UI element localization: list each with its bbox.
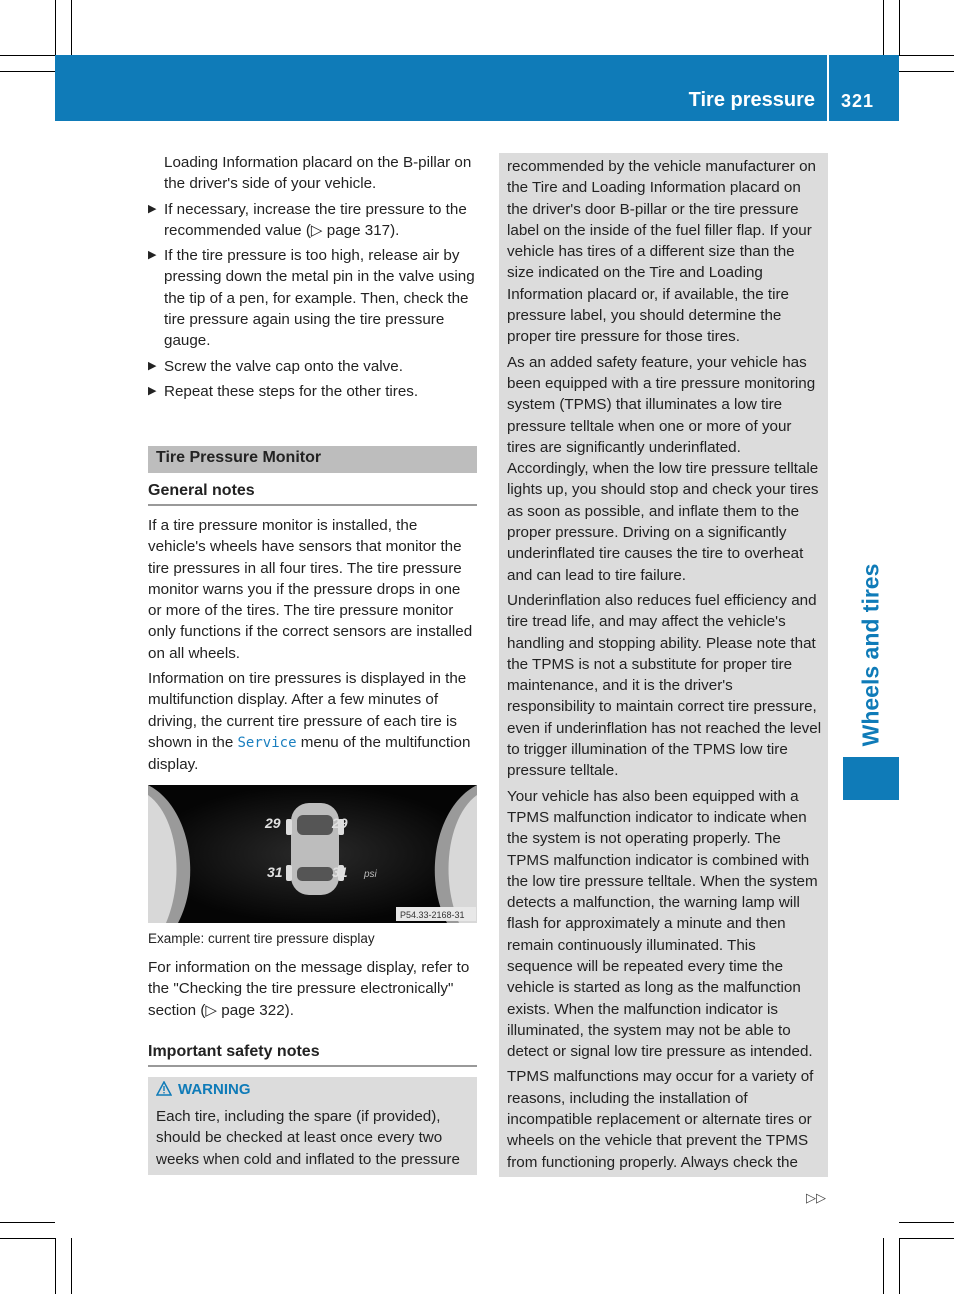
crop-mark — [55, 0, 56, 55]
safety-notes-heading: Important safety notes — [148, 1043, 477, 1067]
rear-right-pressure: 31 — [332, 864, 348, 880]
list-item: ▶ Screw the valve cap onto the valve. — [148, 356, 478, 377]
list-item: ▶ If necessary, increase the tire pressure to the recommended value (▷ page 317). — [148, 200, 467, 239]
crop-mark — [55, 1238, 56, 1294]
crop-mark — [899, 0, 900, 55]
instrument-cluster-illustration — [148, 785, 477, 923]
warning-text: Each tire, including the spare (if provided), should be checked at least once every two weeks when cold and inflated to the pressure — [156, 1108, 460, 1168]
pressure-unit: psi — [364, 869, 377, 880]
list-item: ▶ If the tire pressure is too high, release air by pressing down the metal pin in the valve using the tip of a pen, for example. Then, check the tire pressure again using the tire pressure gauge. — [148, 247, 475, 350]
general-notes-body — [148, 515, 478, 780]
message-display-block — [148, 957, 478, 1025]
bullet-arrow-icon: ▶ — [148, 359, 157, 372]
section-title-bar — [148, 446, 477, 473]
page-header — [55, 55, 899, 121]
crop-mark — [883, 1238, 884, 1294]
tire-pressure-display-image — [148, 785, 477, 923]
crop-mark — [899, 1238, 954, 1239]
crop-mark — [899, 1238, 900, 1294]
crop-mark — [899, 55, 954, 56]
continued-warning-text — [507, 156, 823, 1177]
continued-marker-icon: ▷▷ — [806, 1190, 826, 1205]
section-title: Tire Pressure Monitor — [156, 449, 322, 466]
front-left-pressure: 29 — [265, 815, 281, 831]
general-notes-heading: General notes — [148, 482, 477, 506]
general-notes-paragraph: If a tire pressure monitor is installed, the vehicle's wheels have sensors that monitor the tire pressures in all four tires. The tire pressure monitor warns you if the pressure drops in one or more of the tires. The tire pressure monitor only functions if the correct sensors are installed on all wheels. — [148, 517, 473, 662]
crop-mark — [0, 55, 55, 56]
rear-left-pressure: 31 — [267, 864, 283, 880]
warning-paragraph: TPMS malfunctions may occur for a variety of reasons, including the installation of incompatible replacement or alternate tires or wheels on the vehicle that prevent the TPMS from functioning properly. Always check the — [507, 1068, 814, 1171]
crop-mark — [0, 1222, 55, 1223]
crop-mark — [71, 0, 72, 55]
warning-triangle-icon — [156, 1081, 172, 1096]
crop-mark — [899, 71, 954, 72]
page-title: Tire pressure — [688, 89, 815, 111]
crop-mark — [0, 1238, 55, 1239]
bullet-arrow-icon: ▶ — [148, 384, 157, 397]
warning-paragraph: Your vehicle has also been equipped with a TPMS malfunction indicator to indicate when the system is not operating properly. The TPMS malfunction indicator is combined with the low tire pressure telltale. When the system detects a malfunction, the warning lamp will flash for approximately a minute and then remain continuously illuminated. This sequence will be repeated every time the vehicle is started as long as the malfunction exists. When the malfunction indicator is illuminated, the system may not be able to detect or signal low tire pressure as intended. — [507, 787, 818, 1061]
message-display-paragraph: For information on the message display, refer to the "Checking the tire pressure electronically" section (▷ page 322). — [148, 959, 470, 1019]
service-menu-term: Service — [237, 734, 297, 751]
warning-paragraph: recommended by the vehicle manufacturer on the Tire and Loading Information placard on the driver's door B-pillar or the tire pressure label on the inside of the fuel filler flap. If your vehicle has tires of a different size than the size indicated on the Tire and Loading Information placard or, if available, the tire pressure label, you should determine the proper tire pressure for those tires. — [507, 158, 816, 346]
warning-paragraph: Underinflation also reduces fuel efficiency and tire tread life, and may affect the vehicle's handling and stopping ability. Please note that the TPMS is not a substitute for proper tire maintenance, and it is the driver's responsibility to maintain correct tire pressure, even if underinflation has not reached the level to trigger illumination of the TPMS low tire pressure telltale. — [507, 591, 822, 780]
figure-code: P54.33-2168-31 — [400, 910, 465, 920]
general-notes-paragraph: Information on tire pressures is displayed in the multifunction display. After a few minutes of driving, the current tire pressure of each tire is shown in the Service menu of the multifunction display. — [148, 670, 471, 774]
header-divider — [827, 55, 829, 121]
bullet-arrow-icon: ▶ — [148, 202, 157, 215]
intro-text: Loading Information placard on the B-pillar on the driver's side of your vehicle. — [164, 154, 472, 193]
warning-title: WARNING — [178, 1081, 251, 1098]
warning-header — [156, 1081, 251, 1098]
crop-mark — [71, 1238, 72, 1294]
crop-mark — [899, 1222, 954, 1223]
chapter-label: Wheels and tires — [857, 563, 884, 747]
figure-caption: Example: current tire pressure display — [148, 931, 375, 946]
warning-box — [148, 1077, 477, 1175]
crop-mark — [0, 71, 55, 72]
chapter-tab — [843, 757, 899, 800]
crop-mark — [883, 0, 884, 55]
warning-paragraph: As an added safety feature, your vehicle has been equipped with a tire pressure monitoring system (TPMS) that illuminates a low tire pressure telltale when one or more of your tires are significantly underinflated. Accordingly, when the low tire pressure telltale lights up, you should stop and check your tires as soon as possible, and inflate them to the proper pressure. Driving on a significantly underinflated tire causes the tire to overheat and can lead to tire failure. — [507, 353, 819, 584]
left-intro-block — [148, 152, 478, 406]
page-number: 321 — [841, 91, 875, 111]
bullet-arrow-icon: ▶ — [148, 249, 157, 262]
front-right-pressure: 29 — [332, 815, 348, 831]
list-item: ▶ Repeat these steps for the other tires. — [148, 381, 478, 402]
